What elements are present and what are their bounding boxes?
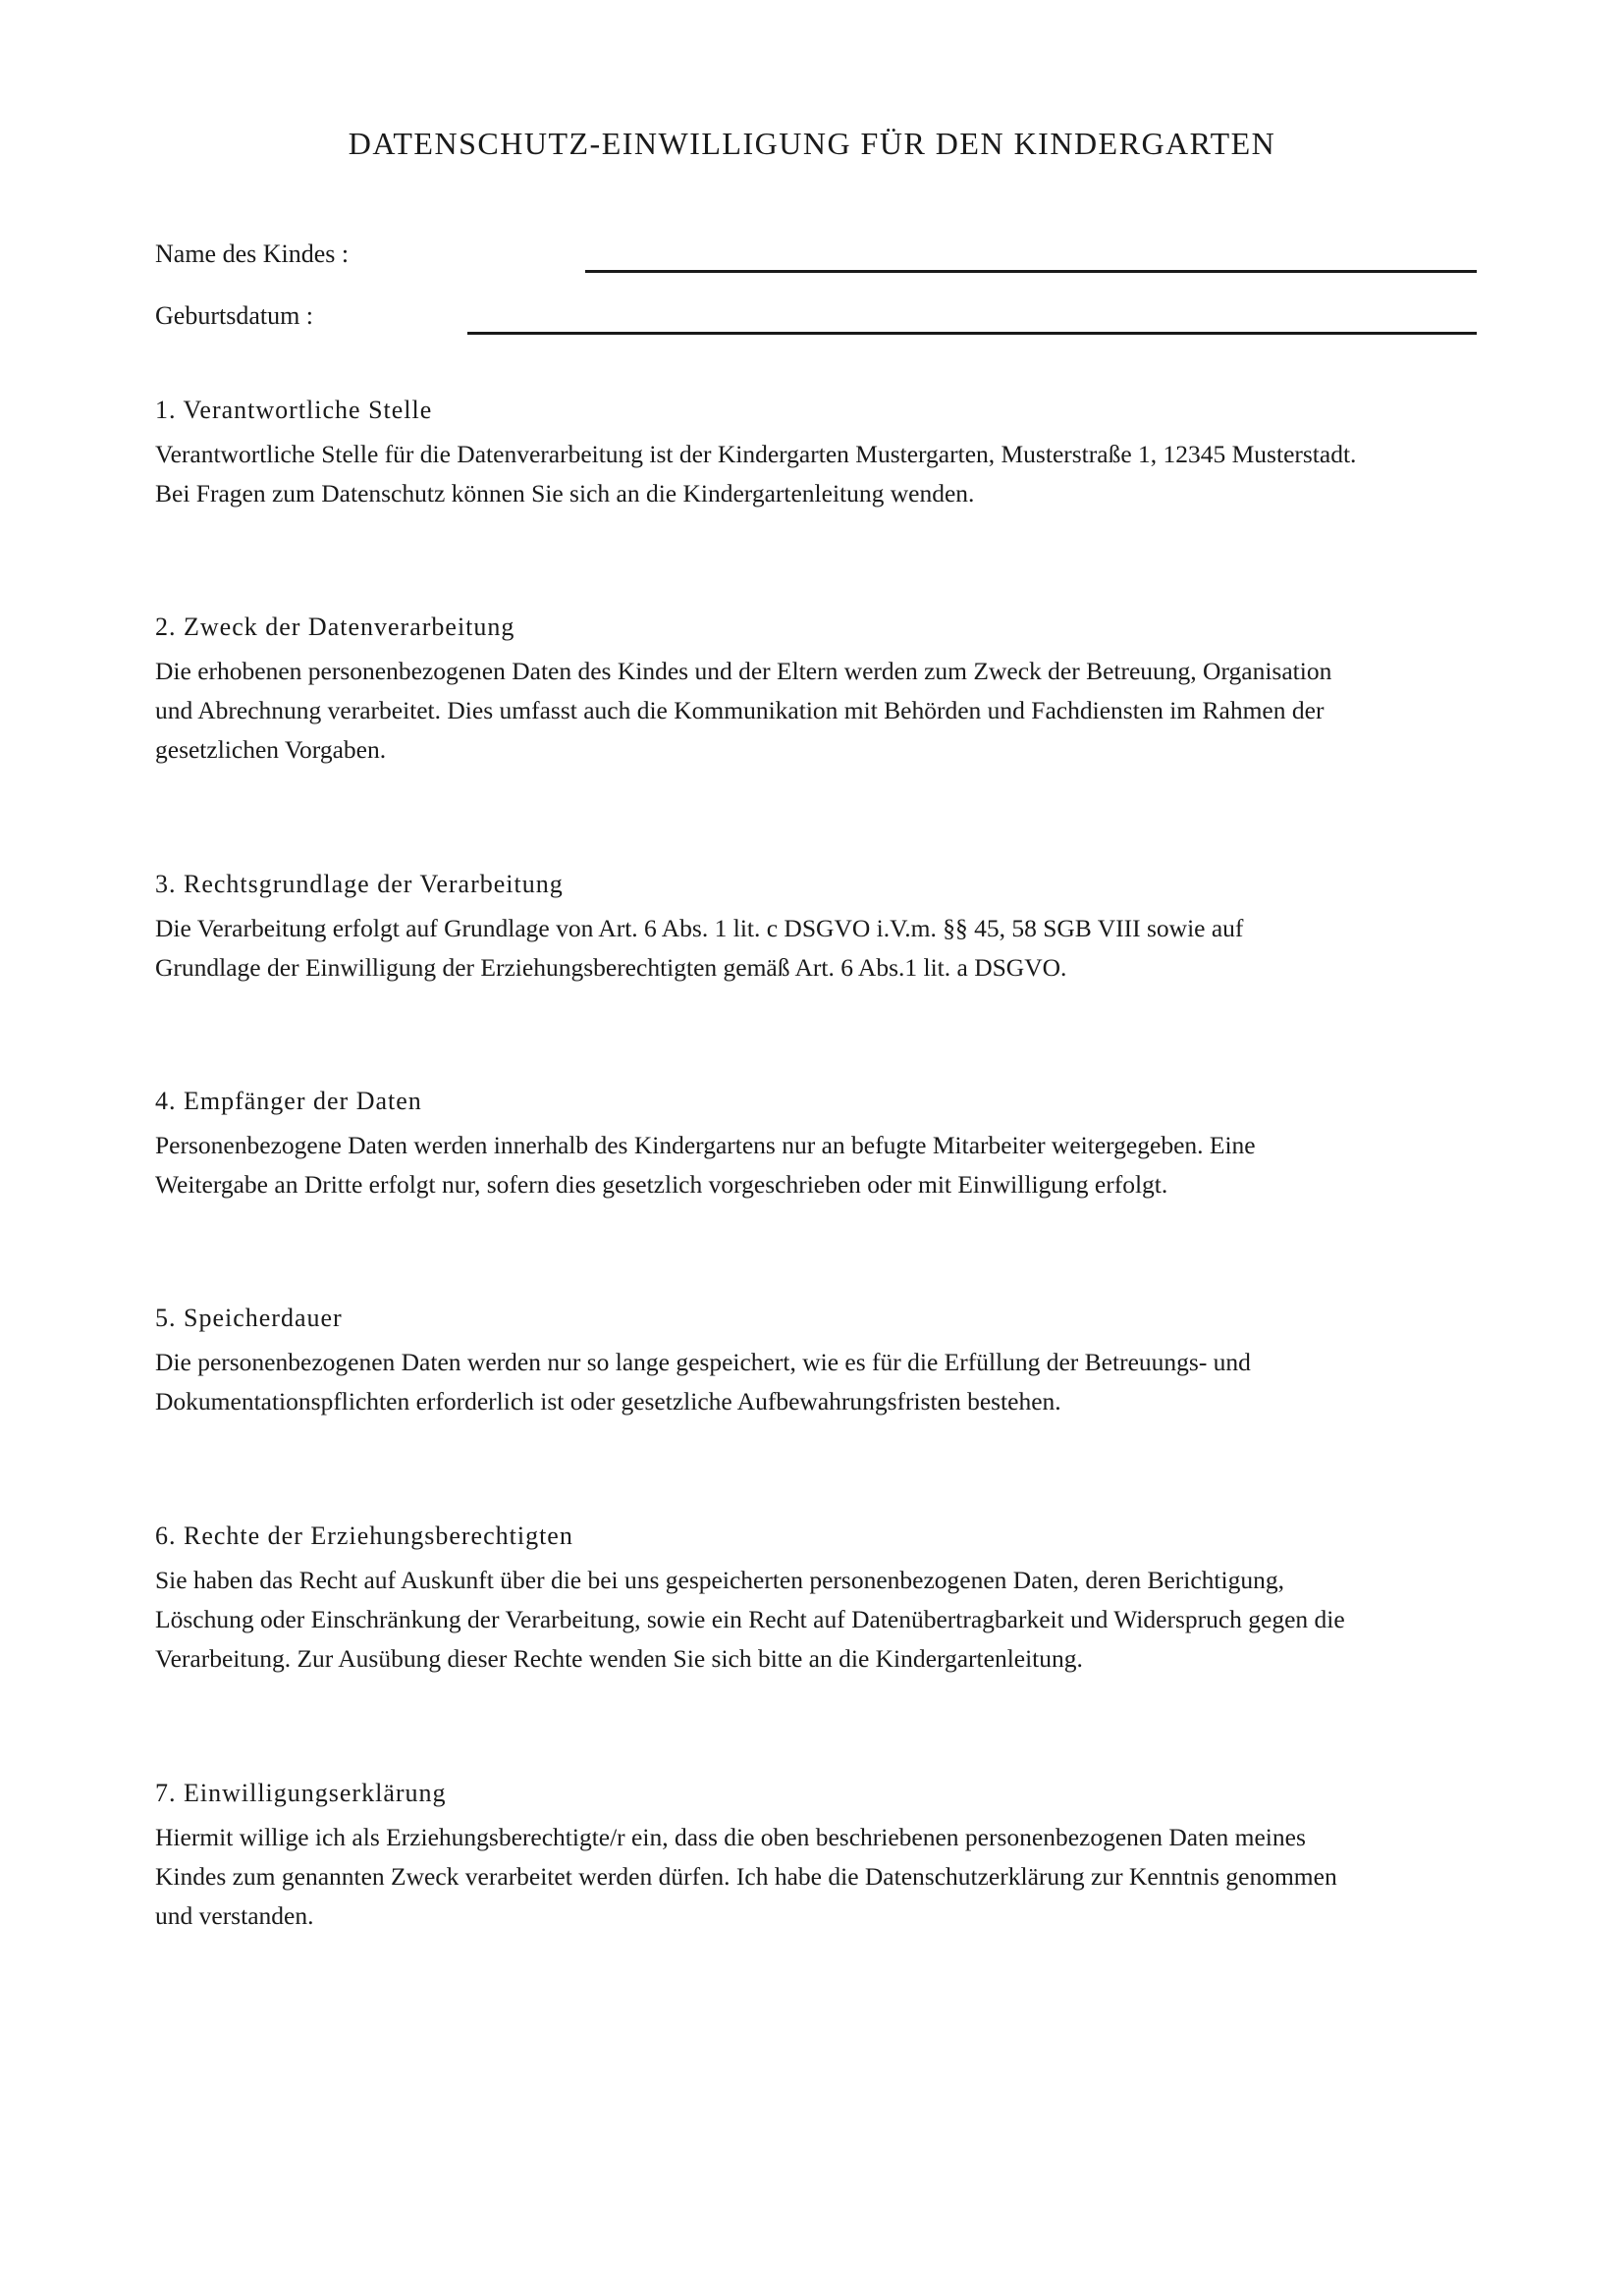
child-name-field[interactable] [585,270,1477,273]
section-consent-declaration [155,1777,1481,1936]
section-line: Dokumentationspflichten erforderlich ist oder gesetzliche Aufbewahrungsfristen bestehen. [155,1387,1061,1415]
section-line: Verarbeitung. Zur Ausübung dieser Rechte wenden Sie sich bitte an die Kindergartenleitung. [155,1644,1083,1673]
section-purpose [155,611,1481,770]
document-title: DATENSCHUTZ-EINWILLIGUNG FÜR DEN KINDERGARTEN [348,126,1276,161]
section-line: Weitergabe an Dritte erfolgt nur, sofern dies gesetzlich vorgeschrieben oder mit Einwilligung erfolgt. [155,1170,1168,1199]
section-line: Die Verarbeitung erfolgt auf Grundlage von Art. 6 Abs. 1 lit. c DSGVO i.V.m. §§ 45, 58 SGB VIII sowie auf [155,914,1244,942]
section-heading: 7. Einwilligungserklärung [155,1779,447,1807]
section-line: Personenbezogene Daten werden innerhalb des Kindergartens nur an befugte Mitarbeiter weitergegeben. Eine [155,1131,1256,1159]
section-recipients [155,1085,1481,1204]
section-heading: 4. Empfänger der Daten [155,1087,422,1115]
birthdate-row [155,299,1477,339]
section-heading: 1. Verantwortliche Stelle [155,396,433,424]
birthdate-field[interactable] [467,332,1477,335]
section-line: Die personenbezogenen Daten werden nur so lange gespeichert, wie es für die Erfüllung der Betreuungs- und [155,1348,1251,1376]
section-line: Bei Fragen zum Datenschutz können Sie sich an die Kindergartenleitung wenden. [155,479,975,507]
section-body [155,1818,1481,1936]
section-body [155,435,1481,513]
section-body [155,1561,1481,1679]
child-name-label: Name des Kindes : [155,240,350,268]
child-name-row [155,238,1477,277]
section-heading: 6. Rechte der Erziehungsberechtigten [155,1522,573,1550]
section-responsible-party [155,394,1481,513]
section-heading: 3. Rechtsgrundlage der Verarbeitung [155,870,564,898]
section-heading: 2. Zweck der Datenverarbeitung [155,613,515,641]
section-line: Die erhobenen personenbezogenen Daten des Kindes und der Eltern werden zum Zweck der Betreuung, Organisation [155,657,1332,685]
section-retention [155,1302,1481,1421]
section-body [155,1343,1481,1421]
section-line: Grundlage der Einwilligung der Erziehungsberechtigten gemäß Art. 6 Abs.1 lit. a DSGVO. [155,953,1067,982]
section-legal-basis [155,868,1481,988]
section-line: Kindes zum genannten Zweck verarbeitet werden dürfen. Ich habe die Datenschutzerklärung zur Kenntnis genommen [155,1862,1337,1891]
section-rights [155,1520,1481,1679]
section-line: Verantwortliche Stelle für die Datenverarbeitung ist der Kindergarten Mustergarten, Musterstraße 1, 12345 Musterstadt. [155,440,1357,468]
section-line: und verstanden. [155,1901,314,1930]
section-line: Hiermit willige ich als Erziehungsberechtigte/r ein, dass die oben beschriebenen personenbezogenen Daten meines [155,1823,1306,1851]
section-line: Löschung oder Einschränkung der Verarbeitung, sowie ein Recht auf Datenübertragbarkeit und Widerspruch gegen die [155,1605,1345,1633]
section-heading: 5. Speicherdauer [155,1304,343,1332]
section-body [155,909,1481,988]
section-line: Sie haben das Recht auf Auskunft über die bei uns gespeicherten personenbezogenen Daten, deren Berichtigung, [155,1566,1284,1594]
section-body [155,652,1481,770]
section-line: und Abrechnung verarbeitet. Dies umfasst auch die Kommunikation mit Behörden und Fachdiensten im Rahmen der [155,696,1325,724]
birthdate-label: Geburtsdatum : [155,301,314,330]
section-line: gesetzlichen Vorgaben. [155,735,387,764]
section-body [155,1126,1481,1204]
